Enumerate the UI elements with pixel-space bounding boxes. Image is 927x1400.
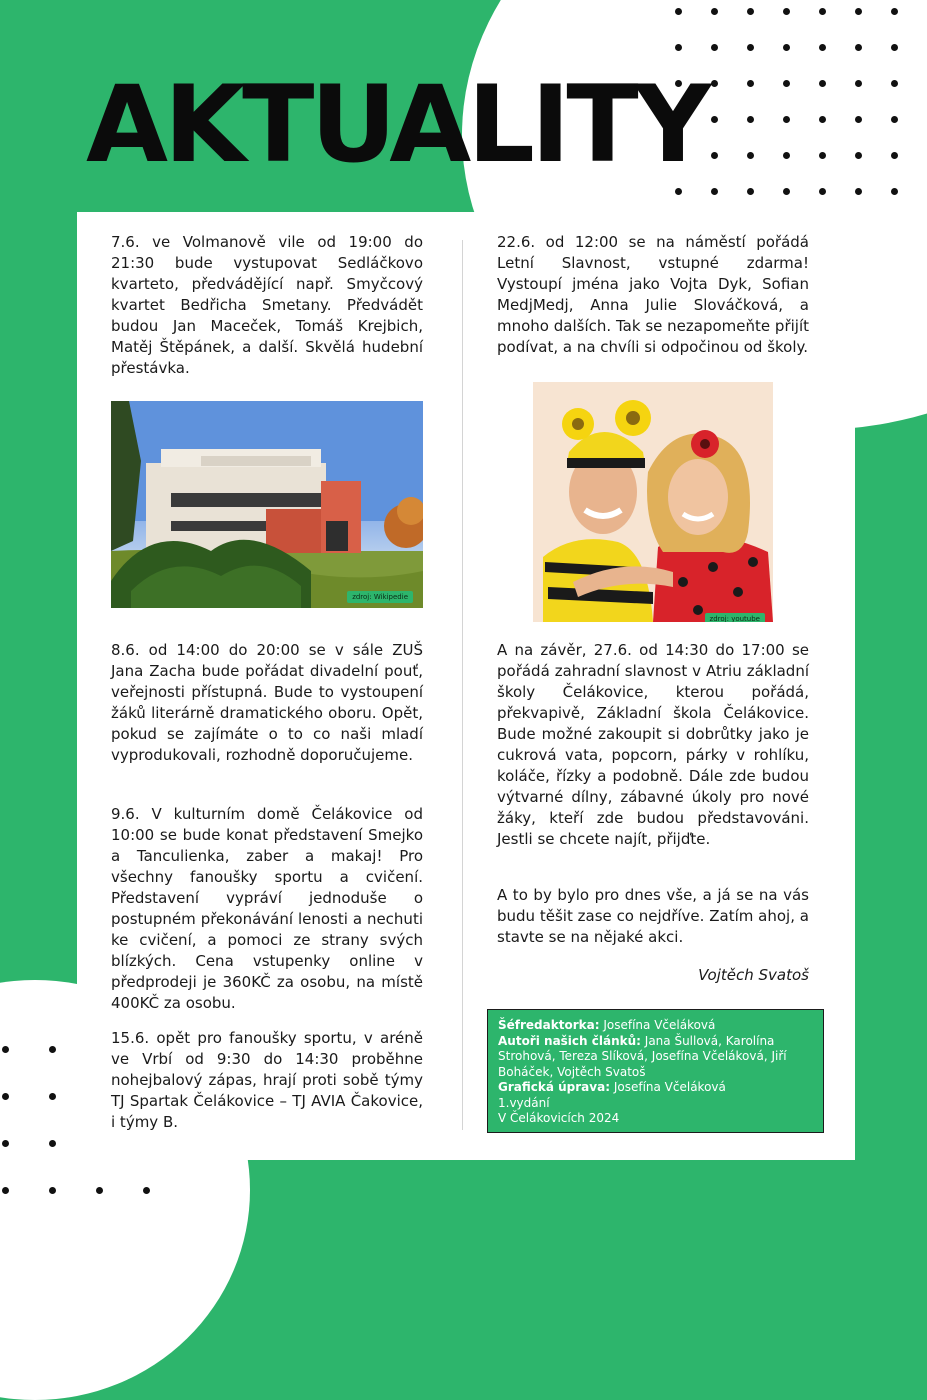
villa-illustration <box>111 401 423 608</box>
credits-editor: Josefína Včeláková <box>603 1018 716 1032</box>
article-smejko-tanculienka: 9.6. V kulturním domě Čelákovice od 10:00 se bude konat představení Smejko a Tanculienka, zaber a makaj! Pro všechny fanoušky sportu a cvičení. Představení vypráví jednoduše o postupném překonávání lenosti a nechuti ke cvičení, a pomoci ze strany svých blízkých. Cena vstupenky online v předprodeji je 360KČ za osobu, na místě 400KČ za osobu. <box>111 805 423 1012</box>
credits-edition: 1.vydání <box>498 1095 550 1110</box>
credits-editor-label: Šéfredaktorka: <box>498 1018 600 1032</box>
credits-design-label: Grafická úprava: <box>498 1080 610 1094</box>
credits-design: Josefína Včeláková <box>613 1080 726 1094</box>
credits-design-line <box>498 1080 813 1096</box>
author-signature: Vojtěch Svatoš <box>698 966 809 984</box>
column-divider <box>462 240 463 1130</box>
article-nohejbal: 15.6. opět pro fanoušky sportu, v aréně ve Vrbí od 9:30 do 14:30 proběhne nohejbalový zápas, hrají proti sobě týmy TJ Spartak Čelákovice – TJ AVIA Čakovice, i týmy B. <box>111 1029 423 1131</box>
credits-editor-line <box>498 1018 813 1034</box>
villa-photo <box>111 401 423 608</box>
article-volmanova-vila: 7.6. ve Volmanově vile od 19:00 do 21:30 bude vystupovat Sedláčkovo kvarteto, předvádějící např. Smyčcový kvartet Bedřicha Smetany. Předvádět budou Jan Maceček, Tomáš Krejbich, Matěj Štěpánek, a další. Skvělá hudební přestávka. <box>111 233 423 377</box>
article-zahradni-slavnost: A na závěr, 27.6. od 14:30 do 17:00 se pořádá zahradní slavnost v Atriu základní školy Čelákovice, kterou pořádá, překvapivě, Základní škola Čelákovice. Bude možné zakoupit si dobrůtky jako je cukrová vata, popcorn, párky v rohlíku, koláče, řízky a podobně. Dále zde budou výtvarné dílny, zábavné úkoly pro nové žáky, kteří zde budou představováni. Jestli se chcete najít, přijďte. <box>497 641 809 848</box>
performers-photo-caption: zdroj: youtube <box>705 613 765 622</box>
credits-authors-label: Autoři našich článků: <box>498 1033 641 1048</box>
article-letni-slavnost: 22.6. od 12:00 se na náměstí pořádá Letní Slavnost, vstupné zdarma! Vystoupí jména jako Vojta Dyk, Sofian MedjMedj, Anna Julie Slováčková, a mnoho dalších. Tak se nezapomeňte přijít podívat, a na chvíli si odpočinou od školy. <box>497 233 809 356</box>
villa-photo-caption: zdroj: Wikipedie <box>347 591 413 603</box>
page-title: AKTUALITY <box>86 63 708 186</box>
article-closing: A to by bylo pro dnes vše, a já se na vás budu těšit zase co nejdříve. Zatím ahoj, a stavte se na nějaké akci. <box>497 886 809 946</box>
article-zus-pout: 8.6. od 14:00 do 20:00 se v sále ZUŠ Jana Zacha bude pořádat divadelní pouť, veřejnosti přístupná. Bude to vystoupení žáků literárně dramatického oboru. Opět, pokud se zajímáte o to co naši mladí vyprodukovali, rozhodně doporučujeme. <box>111 641 423 764</box>
performers-photo <box>533 382 773 622</box>
credits-authors-line <box>498 1034 813 1081</box>
credits-authors: Jana Šullová, Karolína Strohová, Tereza Slíková, Josefína Včeláková, Jiří Boháček, Vojtěch Svatoš <box>498 1033 787 1079</box>
credits-place-year: V Čelákovicích 2024 <box>498 1111 620 1125</box>
performers-illustration <box>533 382 773 622</box>
decorative-dots-top <box>675 8 898 195</box>
credits-box <box>487 1009 824 1133</box>
